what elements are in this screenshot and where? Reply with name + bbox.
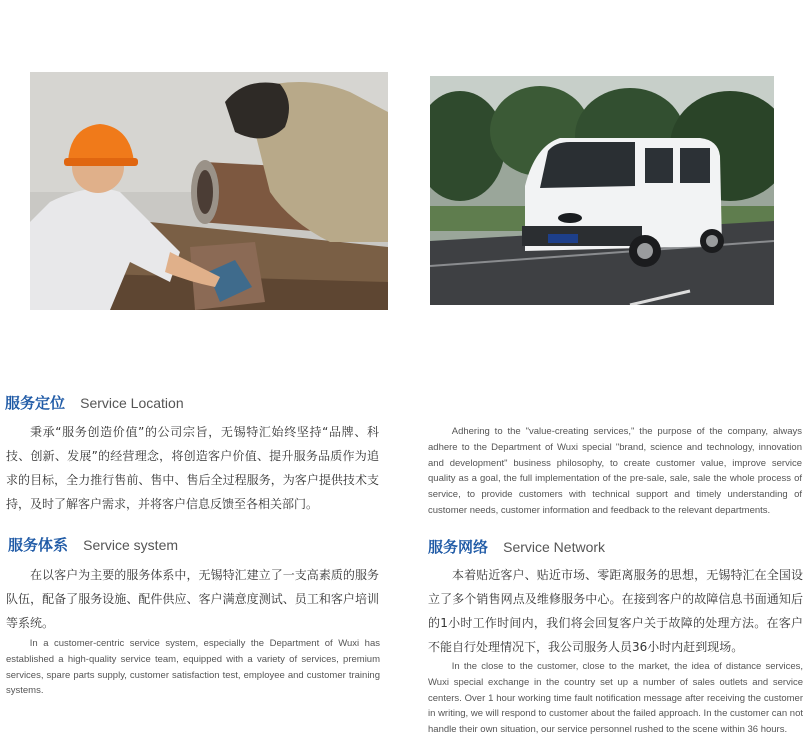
title-en: Service Location xyxy=(80,395,184,411)
title-zh: 服务体系 xyxy=(8,536,69,554)
location-body-en: Adhering to the "value-creating services," the purpose of the company, always adhere to the Department of Wuxi special "brand, science and technology, innovation and development" business philosophy, to create customer value, improve service quality as a goal, the full implementation of the pre-sale, sale, sale the whole process of service, to provide customers with technical support and timely understanding of customer needs, customer information and feedback to the relevant departments. xyxy=(428,426,802,516)
title-zh: 服务定位 xyxy=(5,394,66,412)
location-body-zh: 秉承“服务创造价值”的公司宗旨，无锡特汇始终坚持“品牌、科技、创新、发展”的经营理念，将创造客户价值、提升服务品质作为追求的目标，全力推行售前、售中、售后全过程服务，为客户提供技术支持，及时了解客户需求，并将客户信息反馈至各相关部门。 xyxy=(6,425,379,511)
section-title-network xyxy=(428,536,605,557)
system-body-en: In a customer-centric service system, especially the Department of Wuxi has established a high-quality service team, equipped with a variety of services, premium services, spare parts supply, customer satisfaction test, employee and customer training systems. xyxy=(6,638,380,697)
service-van-photo xyxy=(430,76,774,305)
network-body-en: In the close to the customer, close to the market, the idea of distance services, Wuxi special exchange in the country set up a number of sales outlets and service centers. Over 1 hour working time fault notification message after receiving the customer in writing, we will respond to customer about the failed approach. In the customer can not handle their own situation, our service personnel rushed to the scene within 36 hours. xyxy=(428,661,803,736)
welding-workers-photo xyxy=(30,72,388,310)
title-en: Service Network xyxy=(503,539,606,555)
system-body-zh: 在以客户为主要的服务体系中，无锡特汇建立了一支高素质的服务队伍，配备了服务设施、配件供应、客户满意度测试、员工和客户培训等系统。 xyxy=(6,568,379,630)
title-zh: 服务网络 xyxy=(428,538,489,556)
title-en: Service system xyxy=(83,537,179,553)
section-title-system xyxy=(8,534,178,555)
section-title-location xyxy=(5,392,184,413)
network-body-zh: 本着贴近客户、贴近市场、零距离服务的思想，无锡特汇在全国设立了多个销售网点及维修服务中心。在接到客户的故障信息书面通知后的1小时工作时间内，我们将会回复客户关于故障的处理方法。在客户不能自行处理情况下，我公司服务人员36小时内赶到现场。 xyxy=(428,568,803,654)
